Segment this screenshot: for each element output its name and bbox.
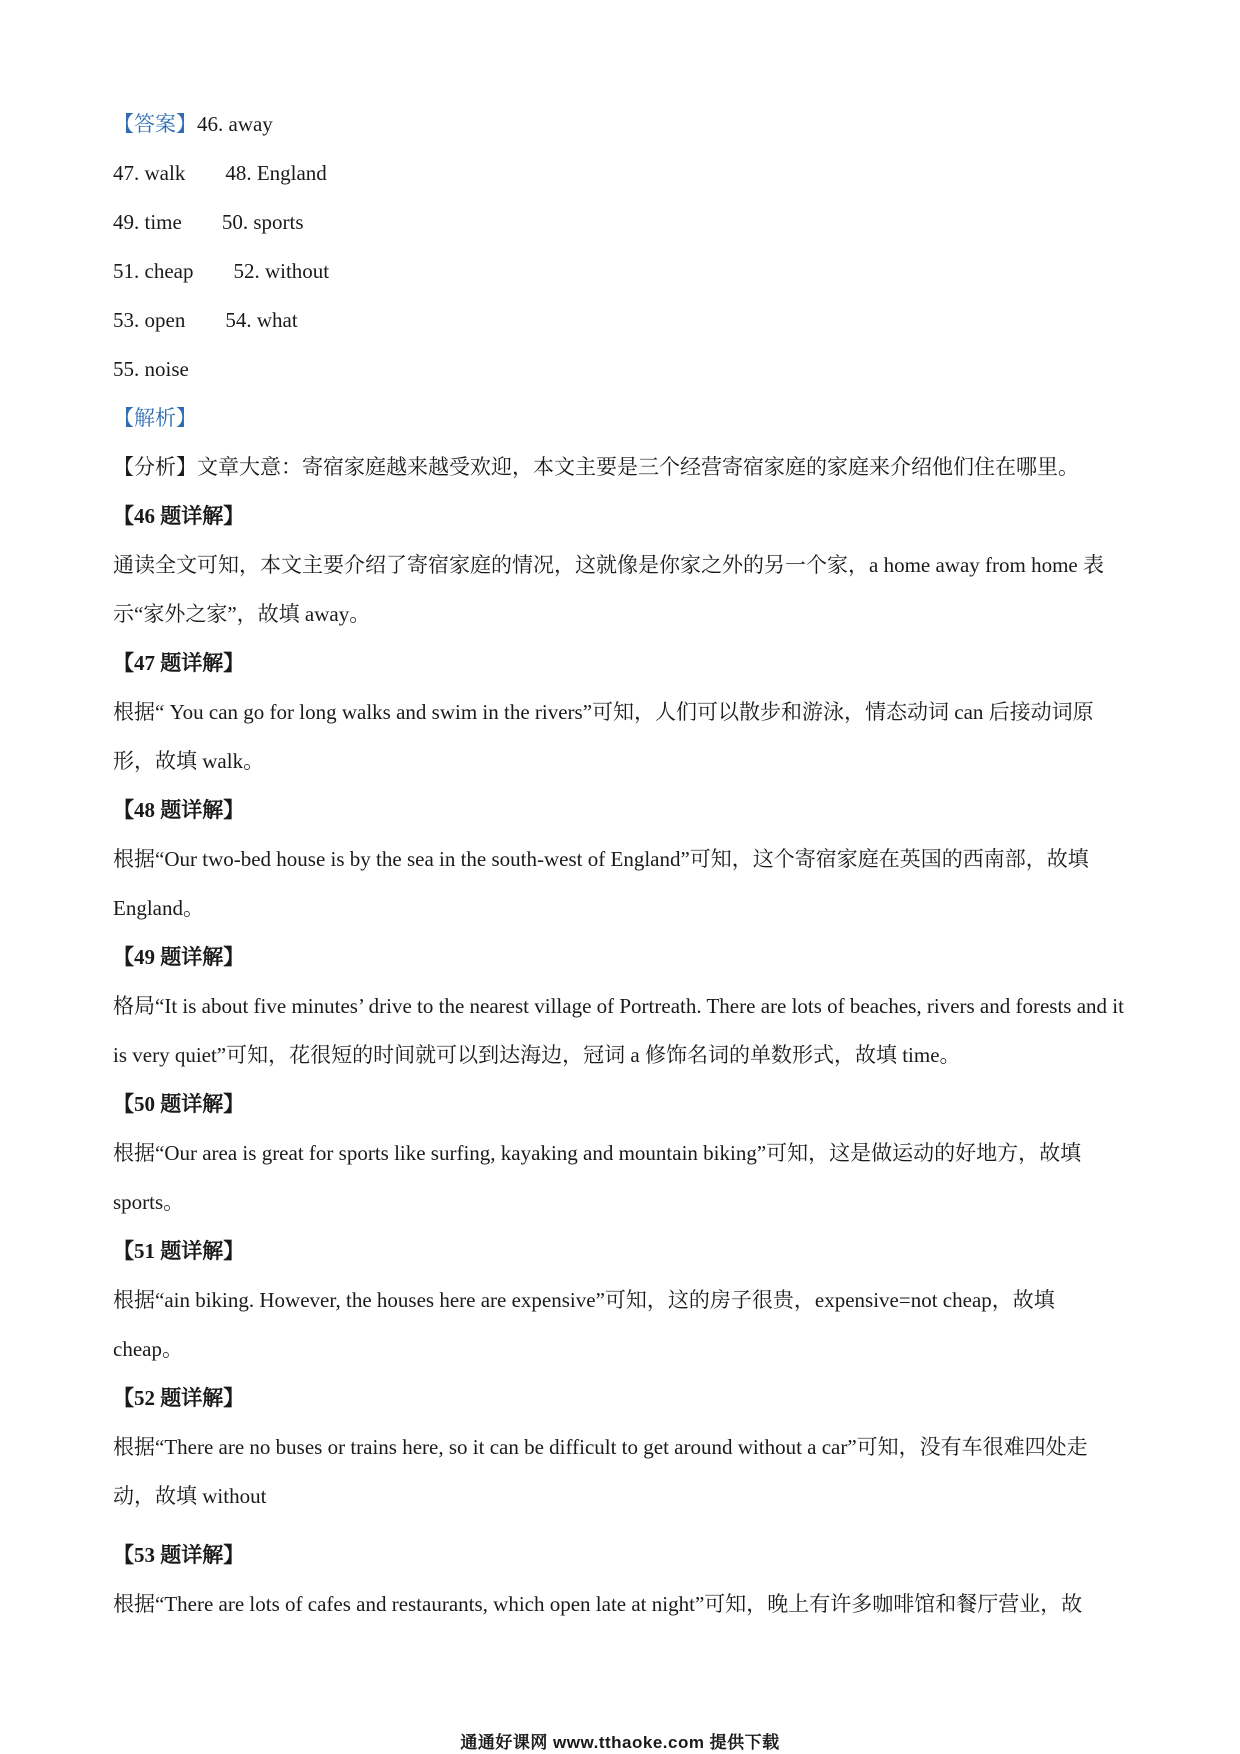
detail-text: 根据“ain biking. However, the houses here are expensive”可知，这的房子很贵，expensive=not cheap，故填 cheap。 xyxy=(113,1288,1055,1361)
answer-item: 52. without xyxy=(233,259,330,283)
analysis-label: 【解析】 xyxy=(113,406,197,430)
detail-heading: 【53 题详解】 xyxy=(113,1543,245,1567)
detail-heading: 【48 题详解】 xyxy=(113,798,245,822)
answer-item: 53. open xyxy=(113,308,186,332)
detail-text: 根据“ You can go for long walks and swim in the rivers”可知，人们可以散步和游泳，情态动词 can 后接动词原形，故填 walk。 xyxy=(113,700,1094,773)
detail-heading: 【52 题详解】 xyxy=(113,1386,245,1410)
answer-item: 55. noise xyxy=(113,357,189,381)
answer-line-1 xyxy=(113,100,1129,149)
summary-paragraph xyxy=(113,443,1129,492)
summary-text: 文章大意：寄宿家庭越来越受欢迎，本文主要是三个经营寄宿家庭的家庭来介绍他们住在哪里。 xyxy=(197,455,1079,479)
answer-item: 47. walk xyxy=(113,161,186,185)
detail-text: 根据“Our area is great for sports like surfing, kayaking and mountain biking”可知，这是做运动的好地方，故填 sports。 xyxy=(113,1141,1082,1214)
detail-heading: 【51 题详解】 xyxy=(113,1239,245,1263)
detail-heading: 【46 题详解】 xyxy=(113,504,245,528)
answer-line-6 xyxy=(113,345,1129,394)
detail-text: 通读全文可知，本文主要介绍了寄宿家庭的情况，这就像是你家之外的另一个家，a home away from home 表示“家外之家”，故填 away。 xyxy=(113,553,1105,626)
detail-text: 根据“There are lots of cafes and restaurants, which open late at night”可知，晚上有许多咖啡馆和餐厅营业，故 xyxy=(113,1592,1083,1616)
answer-label: 【答案】 xyxy=(113,112,197,136)
detail-heading: 【47 题详解】 xyxy=(113,651,245,675)
detail-text: 根据“Our two-bed house is by the sea in the south-west of England”可知，这个寄宿家庭在英国的西南部，故填 England。 xyxy=(113,847,1089,920)
detail-heading: 【50 题详解】 xyxy=(113,1092,245,1116)
answer-line-4 xyxy=(113,247,1129,296)
answer-item: 48. England xyxy=(225,161,327,185)
detail-text: 根据“There are no buses or trains here, so it can be difficult to get around without a car”可知，没有车很难四处走动，故填 without xyxy=(113,1435,1088,1508)
page-footer: 通通好课网 www.tthaoke.com 提供下载 xyxy=(460,1733,780,1752)
answer-line-3 xyxy=(113,198,1129,247)
detail-text: 格局“It is about five minutes’ drive to the nearest village of Portreath. There are lots of beaches, rivers and forests and it is very quiet”可知，花很短的时间就可以到达海边，冠词 a 修饰名词的单数形式，故填 time。 xyxy=(113,994,1124,1067)
answer-item: 51. cheap xyxy=(113,259,194,283)
answer-line-5 xyxy=(113,296,1129,345)
summary-label: 【分析】 xyxy=(113,455,197,479)
answer-item: 49. time xyxy=(113,210,182,234)
detail-heading: 【49 题详解】 xyxy=(113,945,245,969)
document-page xyxy=(113,100,1129,1629)
answer-item: 54. what xyxy=(225,308,298,332)
answer-line-2 xyxy=(113,149,1129,198)
answer-item: 46. away xyxy=(197,112,273,136)
answer-item: 50. sports xyxy=(221,210,304,234)
